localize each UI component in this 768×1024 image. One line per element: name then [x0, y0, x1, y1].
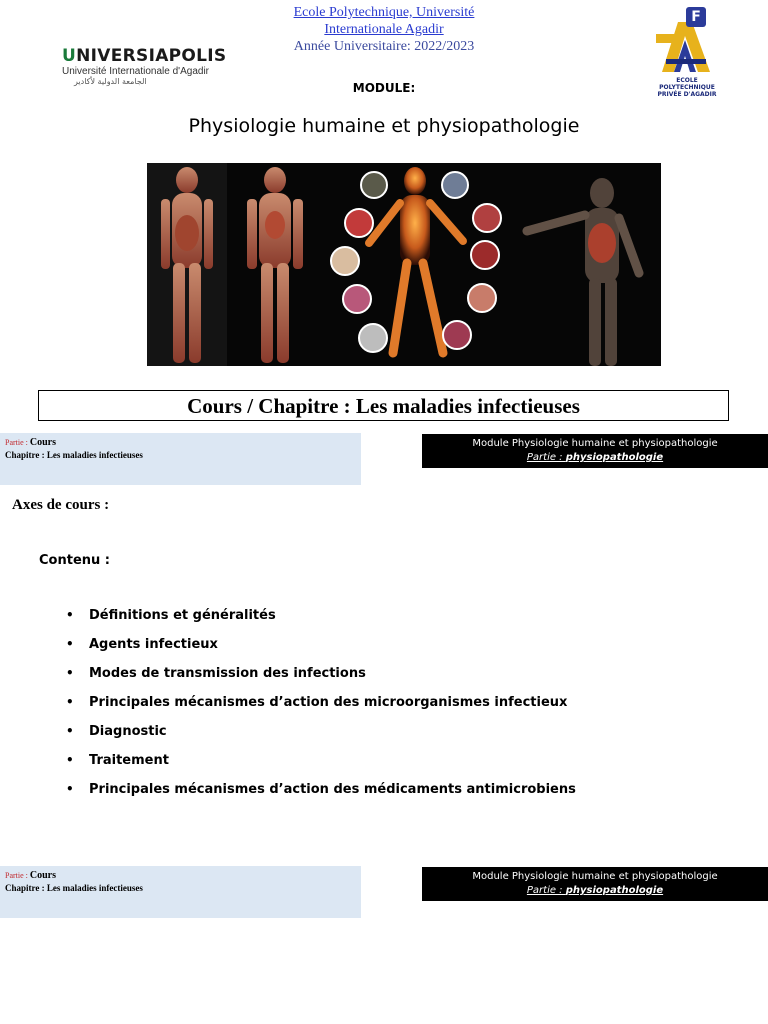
list-item: • Définitions et généralités: [66, 608, 276, 623]
content-list: [66, 608, 576, 811]
bullet-icon: •: [66, 666, 74, 680]
logo-text: ECOLE POLYTECHNIQUE PRIVÉE D'AGADIR: [657, 77, 717, 98]
header-band-right: [422, 434, 768, 468]
band-module-line: Module Physiologie humaine et physiopathologie: [472, 438, 718, 449]
bullet-icon: •: [66, 753, 74, 767]
bullet-icon: •: [66, 782, 74, 796]
module-label: MODULE:: [352, 81, 416, 95]
header-band-left: [0, 433, 361, 485]
axes-de-cours-label: Axes de cours :: [12, 497, 110, 513]
logo-badge: F: [686, 7, 706, 27]
band-partie-right: Partie : physiopathologie: [526, 885, 664, 896]
band-partie-row: Partie : Cours: [5, 437, 57, 448]
band-chapitre: Chapitre : Les maladies infectieuses: [5, 450, 143, 460]
bullet-icon: •: [66, 724, 74, 738]
footer-band-right: [422, 867, 768, 901]
list-item: • Diagnostic: [66, 724, 167, 739]
list-item: • Principales mécanismes d’action des microorganismes infectieux: [66, 695, 568, 710]
page-title: Physiologie humaine et physiopathologie: [188, 115, 580, 137]
bullet-icon: •: [66, 637, 74, 651]
list-item: • Agents infectieux: [66, 637, 218, 652]
footer-band-left: [0, 866, 361, 918]
anatomy-illustration: [147, 163, 661, 366]
band-chapitre: Chapitre : Les maladies infectieuses: [5, 883, 143, 893]
list-item: • Traitement: [66, 753, 169, 768]
school-link-line2[interactable]: Internationale Agadir: [324, 22, 444, 37]
list-item: • Principales mécanismes d’action des médicaments antimicrobiens: [66, 782, 576, 797]
bullet-icon: •: [66, 608, 74, 622]
polytechnique-a-icon: [652, 4, 718, 78]
contenu-label: Contenu :: [39, 553, 110, 568]
school-link-line1[interactable]: Ecole Polytechnique, Université: [293, 5, 475, 20]
universiapolis-logo-arabic: الجامعة الدولية لأكادير: [74, 77, 147, 86]
academic-year: Année Universitaire: 2022/2023: [293, 39, 475, 54]
list-item: • Modes de transmission des infections: [66, 666, 366, 681]
band-partie-row: Partie : Cours: [5, 870, 57, 881]
school-header: [234, 4, 534, 55]
bullet-icon: •: [66, 695, 74, 709]
universiapolis-logo-subtitle: Université Internationale d'Agadir: [62, 66, 209, 77]
chapter-title-box: Cours / Chapitre : Les maladies infectieuses: [38, 390, 729, 421]
band-module-line: Module Physiologie humaine et physiopathologie: [472, 871, 718, 882]
band-partie-right: Partie : physiopathologie: [526, 452, 664, 463]
universiapolis-logo-name: UNIVERSIAPOLIS: [62, 46, 227, 66]
anatomy-hero-image: [147, 163, 661, 366]
